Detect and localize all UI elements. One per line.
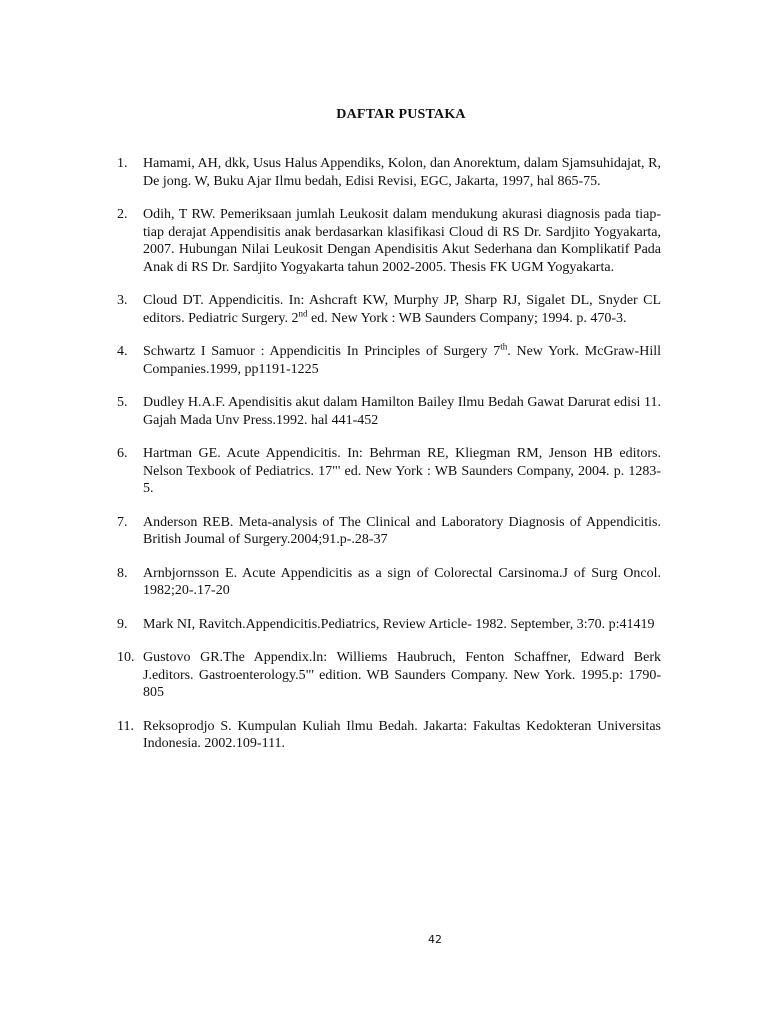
reference-list [117,155,661,769]
superscript: th [500,341,508,352]
reference-text [143,293,661,326]
reference-item [117,206,661,276]
reference-number: 11. [117,718,134,734]
reference-item [117,649,661,702]
reference-text: Reksoprodjo S. Kumpulan Kuliah Ilmu Bedah. Jakarta: Fakultas Kedokteran Universitas Indonesia. 2002.109-111. [143,718,661,751]
superscript: nd [298,307,308,318]
reference-text: Mark NI, Ravitch.Appendicitis.Pediatrics, Review Article- 1982. September, 3:70. p:41419 [143,616,655,632]
reference-text: Hamami, AH, dkk, Usus Halus Appendiks, Kolon, dan Anorektum, dalam Sjamsuhidajat, R, De jong. W, Buku Ajar Ilmu bedah, Edisi Revisi, EGC, Jakarta, 1997, hal 865-75. [143,156,661,189]
reference-text [143,341,661,377]
reference-text: Dudley H.A.F. Apendisitis akut dalam Hamilton Bailey Ilmu Bedah Gawat Darurat edisi 11. Gajah Mada Unv Press.1992. hal 441-452 [143,395,661,428]
reference-text: Arnbjornsson E. Acute Appendicitis as a sign of Colorectal Carsinoma.J of Surg Oncol. 1982;20-.17-20 [143,565,661,598]
reference-number: 3. [117,293,128,308]
reference-item [117,718,661,753]
reference-number: 1. [117,156,128,171]
reference-text: Anderson REB. Meta-analysis of The Clinical and Laboratory Diagnosis of Appendicitis. British Joumal of Surgery.2004;91.p-.28-37 [143,514,661,547]
reference-item [117,445,661,498]
reference-number: 9. [117,616,128,632]
reference-text-part: ed. New York : WB Saunders Company; 1994. p. 470-3. [307,310,627,326]
reference-item [117,514,661,549]
reference-number: 2. [117,207,128,222]
reference-number: 6. [117,446,128,461]
reference-text: Odih, T RW. Pemeriksaan jumlah Leukosit dalam mendukung akurasi diagnosis pada tiap-tiap derajat Appendisitis anak berdasarkan klasifikasi Cloud di RS Dr. Sardjito Yogyakarta, 2007. Hubungan Nilai Leukosit Dengan Apendisitis Akut Sederhana dan Komplikatif Pada Anak di RS Dr. Sardjito Yogyakarta tahun 2002-2005. Thesis FK UGM Yogyakarta. [143,207,661,275]
reference-text: Gustovo GR.The Appendix.ln: Williems Haubruch, Fenton Schaffner, Edward Berk J.editors. Gastroenterology.5"' edition. WB Saunders Company. New York. 1995.p: 1790- 805 [143,650,661,700]
reference-text-part: . New York. McGraw-Hill Companies.1999, pp1191-1225 [143,344,661,377]
reference-number: 5. [117,395,128,410]
reference-number: 7. [117,514,128,530]
page-title: DAFTAR PUSTAKA [336,107,466,122]
reference-item [117,155,661,190]
reference-item [117,565,661,600]
reference-number: 4. [117,344,128,359]
reference-text: Hartman GE. Acute Appendicitis. In: Behrman RE, Kliegman RM, Jenson HB editors. Nelson Texbook of Pediatrics. 17"' ed. New York : WB Saunders Company, 2004. p. 1283-5. [143,446,661,496]
reference-item [117,394,661,429]
reference-text-part: Schwartz I Samuor : Appendicitis In Principles of Surgery 7 [143,344,501,359]
reference-text-part: Cloud DT. Appendicitis. In: Ashcraft KW, Murphy JP, Sharp RJ, Sigalet DL, Snyder CL editors. Pediatric Surgery. 2 [143,293,661,326]
reference-number: 8. [117,565,128,581]
reference-item [117,343,661,378]
reference-item [117,616,661,634]
reference-number: 10. [117,650,135,665]
reference-item [117,292,661,327]
page-number: 42 [428,933,442,946]
